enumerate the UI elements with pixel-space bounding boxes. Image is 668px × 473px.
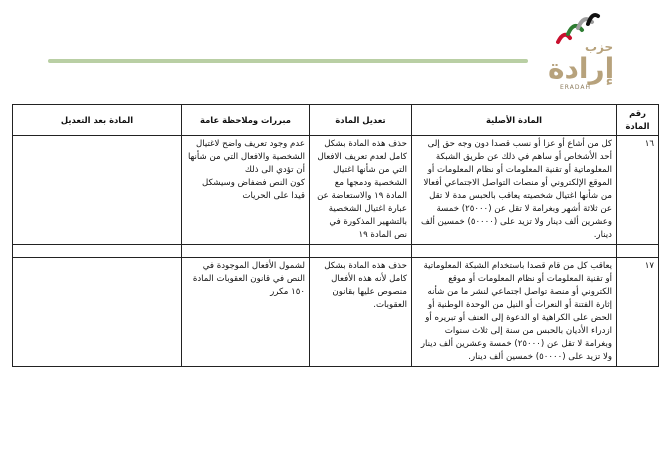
table-row [13, 258, 659, 367]
header-original-article: المادة الأصلية [412, 105, 617, 136]
logo-name: إرادة [548, 52, 615, 85]
header-after-amendment: المادة بعد التعديل [13, 105, 182, 136]
article-number: ١٦ [617, 136, 659, 245]
header-article-number: رقم المادة [617, 105, 659, 136]
amendment-text: حذف هذه المادة بشكل كامل لأنه هذه الأفعال منصوص عليها بقانون العقوبات. [310, 258, 412, 367]
after-amendment-text [13, 136, 182, 245]
header-justification: مبررات وملاحظة عامة [182, 105, 310, 136]
header-amendment: تعديل المادة [310, 105, 412, 136]
justification-text: عدم وجود تعريف واضح لاغتيال الشخصية والافعال التي من شأنها أن تؤدي الى ذلك كون النص فضفاض وسيشكل قيدا على الحريات [182, 136, 310, 245]
article-number: ١٧ [617, 258, 659, 367]
header-divider-line [48, 59, 528, 63]
amendment-text: حذف هذه المادة بشكل كامل لعدم تعريف الافعال التي من شأنها اغتيال الشخصية ودمجها مع المادة ١٩ والاستعاضة عن عبارة اغتيال الشخصية بالتشهير المذكورة في نص المادة ١٩ [310, 136, 412, 245]
justification-text: لشمول الأفعال الموجودة في النص في قانون العقوبات المادة ١٥٠ مكرر [182, 258, 310, 367]
table-row [13, 136, 659, 245]
logo-latin-text: ERADAH [560, 84, 591, 91]
original-article-text: يعاقب كل من قام قصدا باستخدام الشبكة المعلوماتية أو تقنية المعلومات أو نظام المعلومات أو موقع الكتروني أو منصة تواصل اجتماعي لنشر ما من شأنه إثارة الفتنة أو النعرات أو النيل من الوحدة الوطنية أو الحض على الكراهية او الدعوة إلى العنف أو تبريره أو ازدراء الأديان بالحبس من سنة إلى ثلاث سنوات وبغرامة لا تقل عن (٢٥٠٠٠) خمسة وعشرين ألف دينار ولا تزيد على (٥٠٠٠٠) خمسين ألف دينار. [412, 258, 617, 367]
logo-small-text: حزب [585, 40, 614, 54]
original-article-text: كل من أشاع أو عزا أو نسب قصدا دون وجه حق إلى أحد الأشخاص أو ساهم في ذلك عن طريق الشبكة المعلوماتية أو تقنية المعلومات أو نظام المعلومات أو الموقع الإلكتروني أو منصات التواصل الاجتماعي أفعالا من شأنها اغتيال شخصيته يعاقب بالحبس مدة لا تقل عن ثلاثة أشهر وبغرامة لا تقل عن (٢٥٠٠٠) خمسة وعشرين ألف دينار ولا تزيد على (٥٠٠٠٠) خمسين ألف دينار. [412, 136, 617, 245]
amendments-table [12, 104, 659, 367]
table-header-row [13, 105, 659, 136]
table-spacer-row [13, 245, 659, 258]
after-amendment-text [13, 258, 182, 367]
